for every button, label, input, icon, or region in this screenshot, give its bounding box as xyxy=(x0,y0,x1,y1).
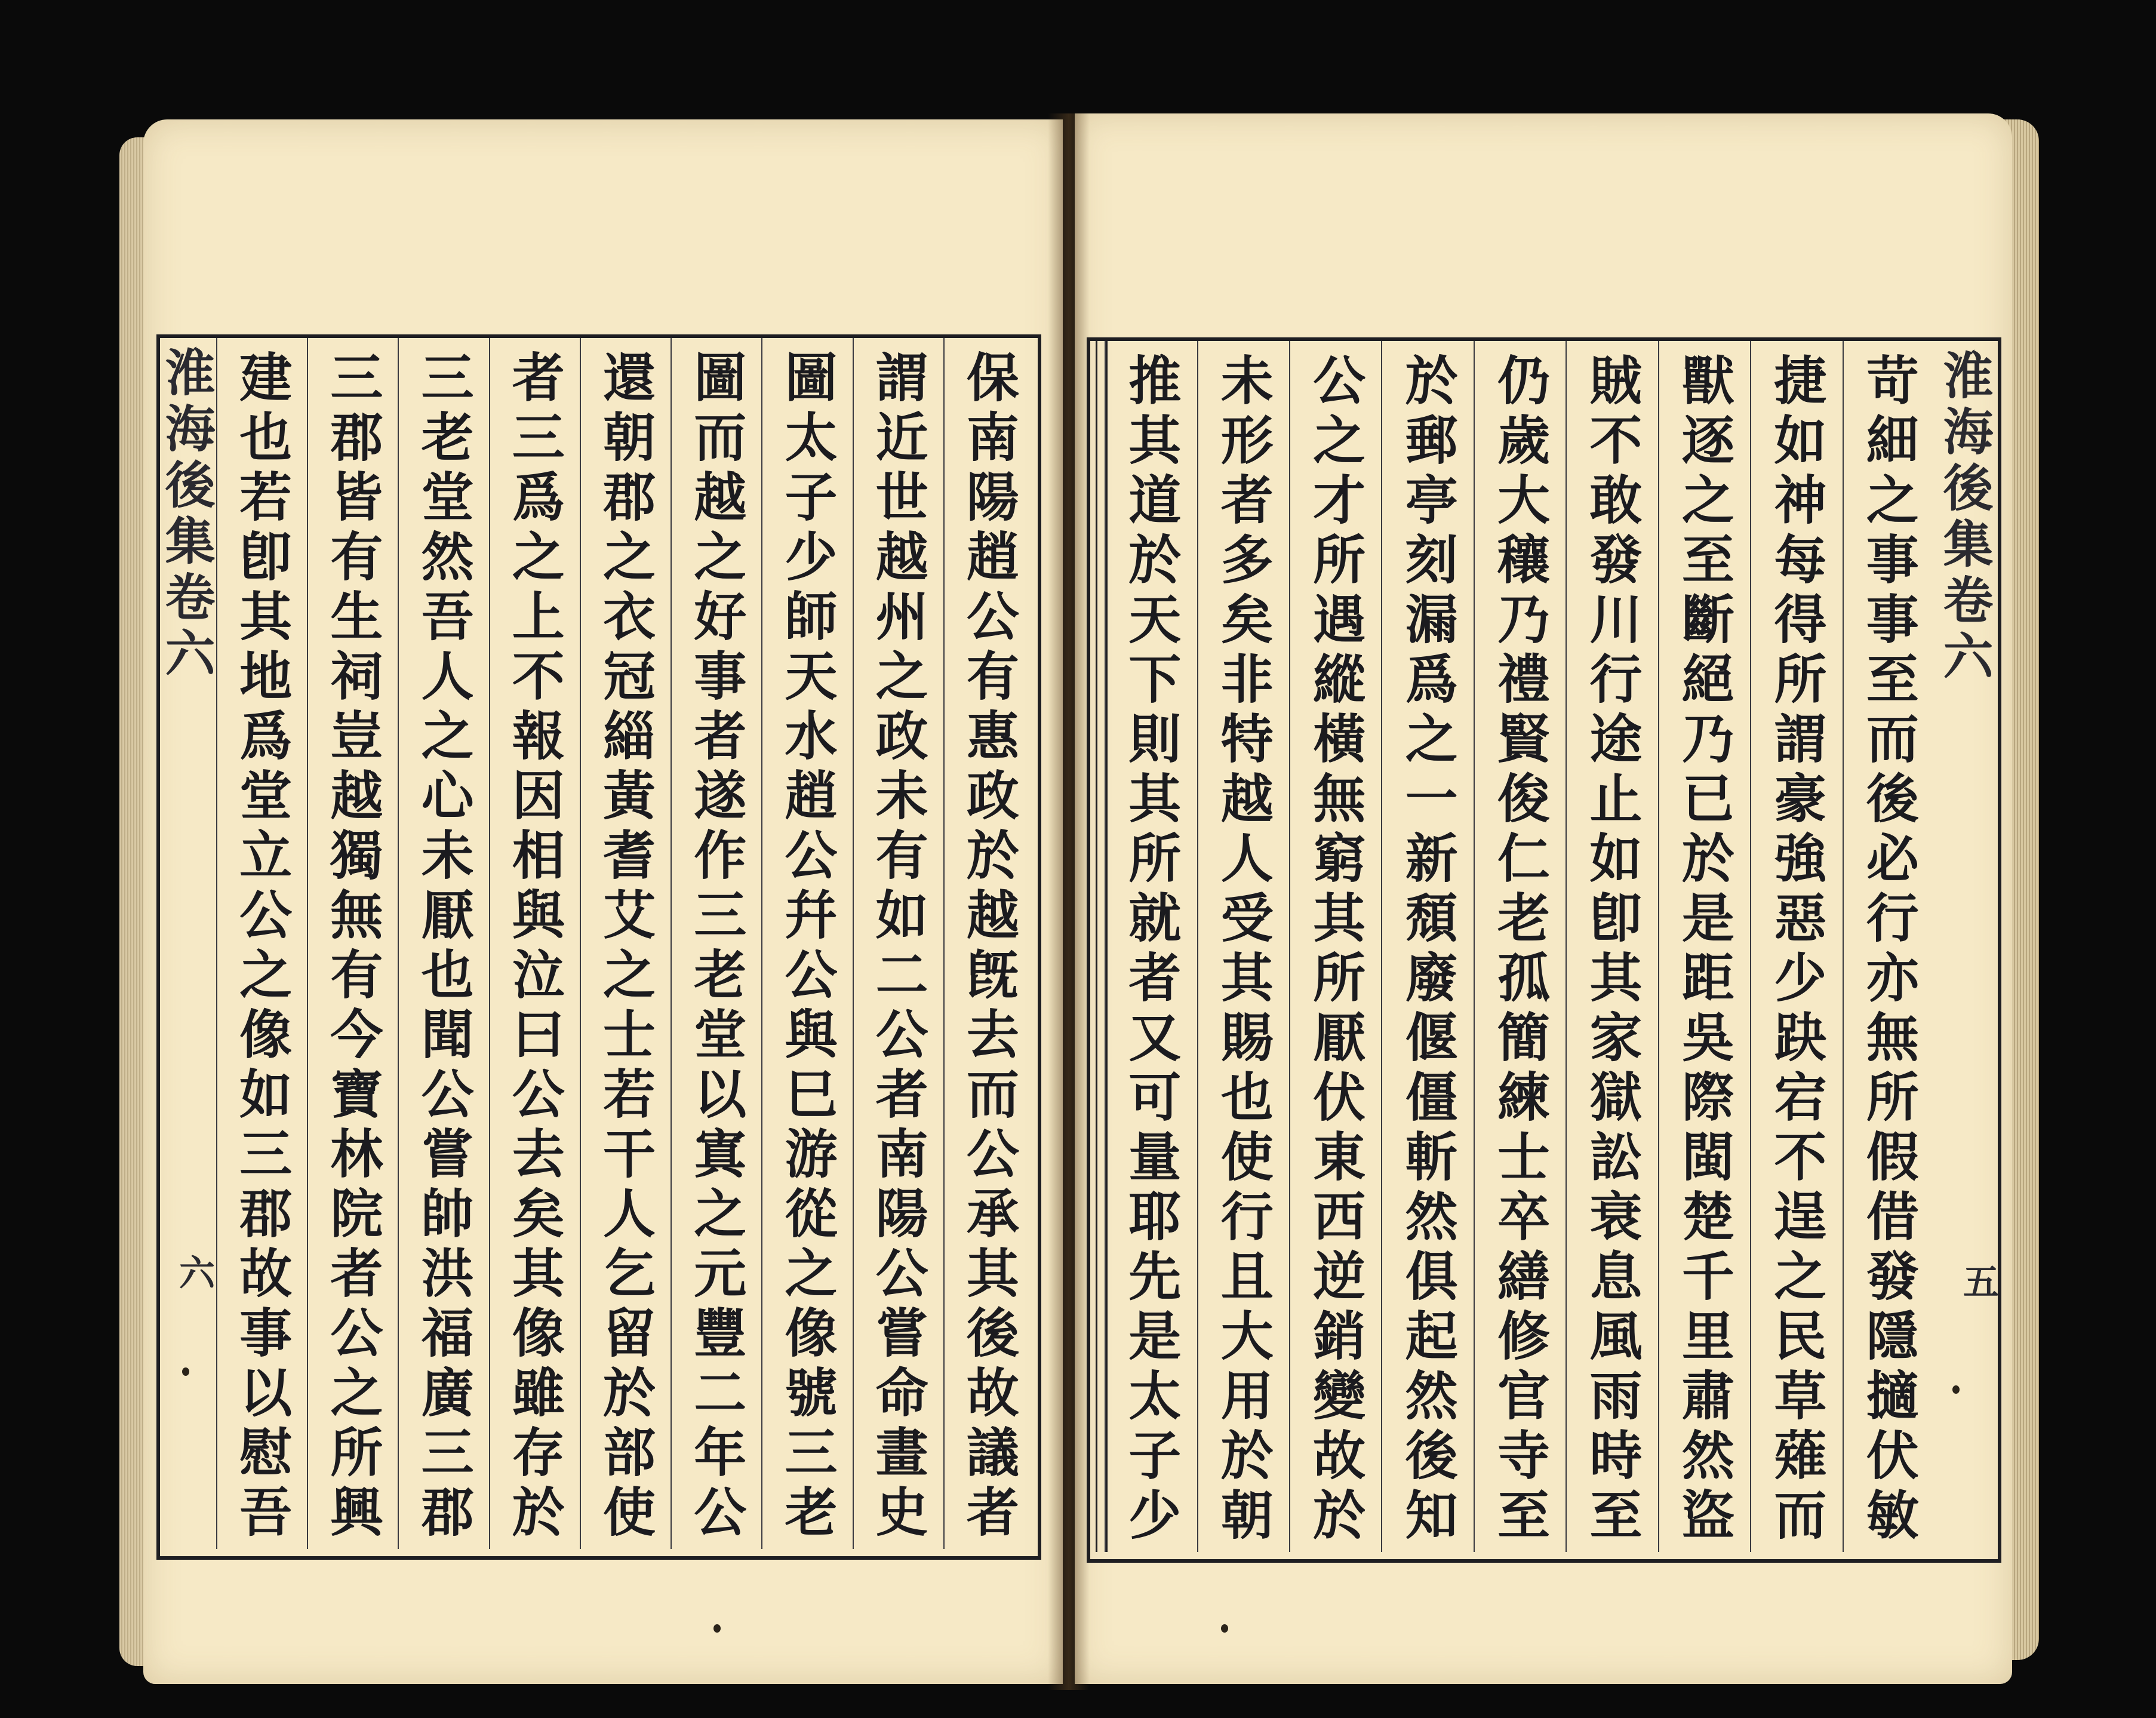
right-column-9: 推其道於天下則其所就者又可量耶先是太子少 xyxy=(1105,341,1197,1552)
left-folio: 六 xyxy=(173,1254,215,1290)
right-column-7: 公之才所遇縱橫無窮其所厭伏東西逆銷變故於 xyxy=(1289,341,1381,1552)
left-column-3: 圖太子少師天水趙公幷公與巳游從之像號三老 xyxy=(761,338,852,1549)
left-column-8: 三郡皆有生祠豈越獨無有今寶林院者公之所興 xyxy=(307,338,398,1549)
binding-hole xyxy=(713,1624,721,1633)
left-column-7: 三老堂然吾人之心未厭也聞公嘗帥洪福廣三郡 xyxy=(398,338,488,1549)
left-column-4: 圖而越之好事者遂作三老堂以寘之元豐二年公 xyxy=(671,338,761,1549)
right-column-2: 捷如神每得所謂豪強惡少趹宕不逞之民草薙而 xyxy=(1750,341,1842,1552)
right-column-1: 苛細之事事至而後必行亦無所假借發隱擿伏敏 xyxy=(1843,341,1934,1552)
left-column-5: 還朝郡之衣冠緇黃耆艾之士若干人乞留於部使 xyxy=(580,338,671,1549)
left-column-2: 謂近世越州之政未有如二公者南陽公嘗命畫史 xyxy=(853,338,943,1549)
left-column-1: 保南陽趙公有惠政於越旣去而公承其後故議者 xyxy=(943,338,1034,1549)
left-column-6: 者三爲之上不報因相與泣曰公去矣其像雖存於 xyxy=(489,338,580,1549)
right-column-3: 獸逐之至斷絕乃已於是距吳際閩楚千里肅然盜 xyxy=(1658,341,1750,1552)
right-column-5: 仍歲大穰乃禮賢俊仁老孤簡練士卒繕修官寺至 xyxy=(1474,341,1566,1552)
right-banxin xyxy=(1934,337,1999,1556)
right-folio: 五 xyxy=(1957,1263,1999,1299)
right-banxin-title: 淮海後集卷六 xyxy=(1935,349,1994,686)
right-text-columns xyxy=(1105,341,1934,1552)
right-column-8: 未形者多矣非特越人受其賜也使行且大用於朝 xyxy=(1197,341,1289,1552)
right-column-6: 於郵亭刻漏爲之一新頹廢偃僵斬然俱起然後知 xyxy=(1381,341,1473,1552)
right-column-4: 賊不敢發川行途止如卽其家獄訟衰息風雨時至 xyxy=(1566,341,1657,1552)
binding-hole xyxy=(1221,1624,1228,1633)
binding-hole xyxy=(182,1367,189,1376)
book-gutter xyxy=(1048,113,1090,1690)
binding-hole xyxy=(1952,1385,1960,1394)
left-banxin-title: 淮海後集卷六 xyxy=(157,346,216,683)
left-text-columns xyxy=(216,338,1034,1549)
left-column-9: 建也若卽其地爲堂立公之像如三郡故事以慰吾 xyxy=(216,338,307,1549)
